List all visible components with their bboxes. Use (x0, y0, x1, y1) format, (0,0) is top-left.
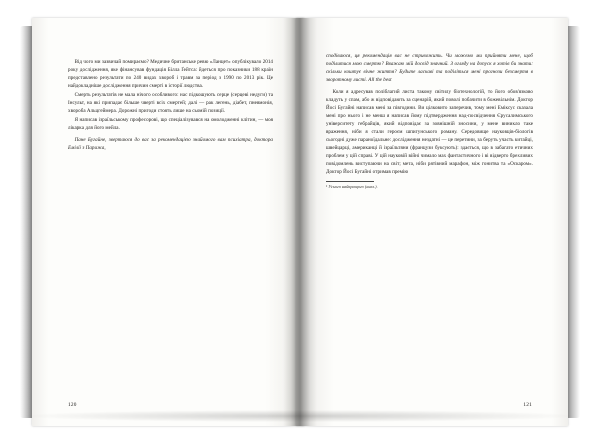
left-page-text-column (68, 58, 273, 388)
letter-opening-italic: Пане Бугайне, звертаюся до вас за рекомендацією знайомого вам психіатра, доктора Емілії з Парижа, (68, 136, 273, 151)
page-number-left: 120 (68, 402, 77, 408)
footnote: ¹ Усього найкращого (англ.). (326, 184, 378, 189)
footnote-separator (326, 181, 374, 182)
right-page-text-column (326, 52, 533, 388)
left-page (32, 18, 304, 426)
paragraph: Від чого ми зазвичай помираємо? Медичне британське ревю «Ланцет» опублікувало 2014 року дослідження, яке фінансував фундація Білла Ґейтса: йдеться про показники 188 країн представлено результати по 240 видах хвороб і травм за період з 1990 по 2013 рік. Це найдокладніше дослідження причин смерті в історії людства. (68, 59, 273, 89)
right-page (296, 18, 568, 426)
page-number-right: 121 (523, 402, 532, 408)
paragraph: Коли я адресував поліблагий листа такому світилу біотехнологій, то його обов'язково кладуть у спам, або ж відповідають за сценарій, який поволі побачити в божевільнім. Доктор Йосі Бугайні написав мені за півгодини. Ви цілковито заперечив, тому мені Еміксус сказала мені про нього і не менш я написав йому підтвердження над-посвідчення Єрусалимського університету гебрайців, який відповідає за зовнішній зносини, у мене виникло таке враження, ніби я стали героєм шпигунського роману. Середовище науковців-біологів сьогодні дуже параноїдальне: дослідження нездатні — це перетини, за беруть участь китайці, швейцарці, американці й ізраїльтяни (французи буксують): здається, що в забагато етичних проблем у цій справі. У цій науковій війні чимало мах фантастичного і ві відверто брехливих повідомлень виступаючи на світ; мета, ніби рятівний марафон, між гонитва та «Оскаром». Доктор Йосі Бугайні отримав премію (326, 89, 533, 175)
paragraph: Смерть результатів не мала нічого особливого: нас підкошують серце (серцеві недуги) та Інсульт, на які припадає більше чверті всіх смертей; далі — рак легень, діабет, пневмонія, хвороба Альцгеймера. Дорожні пригоди стоять лише на сьомій позиції. (68, 91, 273, 114)
open-book (20, 18, 580, 426)
letter-body-italic: сподіваюся, ця рекомендація вас не стривожить. Чи можемо ми прийняти мене, щоб поділитися мою смертю? Вважаю мій досвід значний. З огляду на допуск я хотів би знати: скільки коштує вічне життя? Будьте ласкаві та поділіться мені прогнози безсмертя в зворотному листі. All the best (326, 53, 533, 83)
paragraph: Я написав ізраїльському професорові, що спеціалізувався на омолодженні клітин, — моя лікарка для його мейла. (68, 116, 273, 131)
